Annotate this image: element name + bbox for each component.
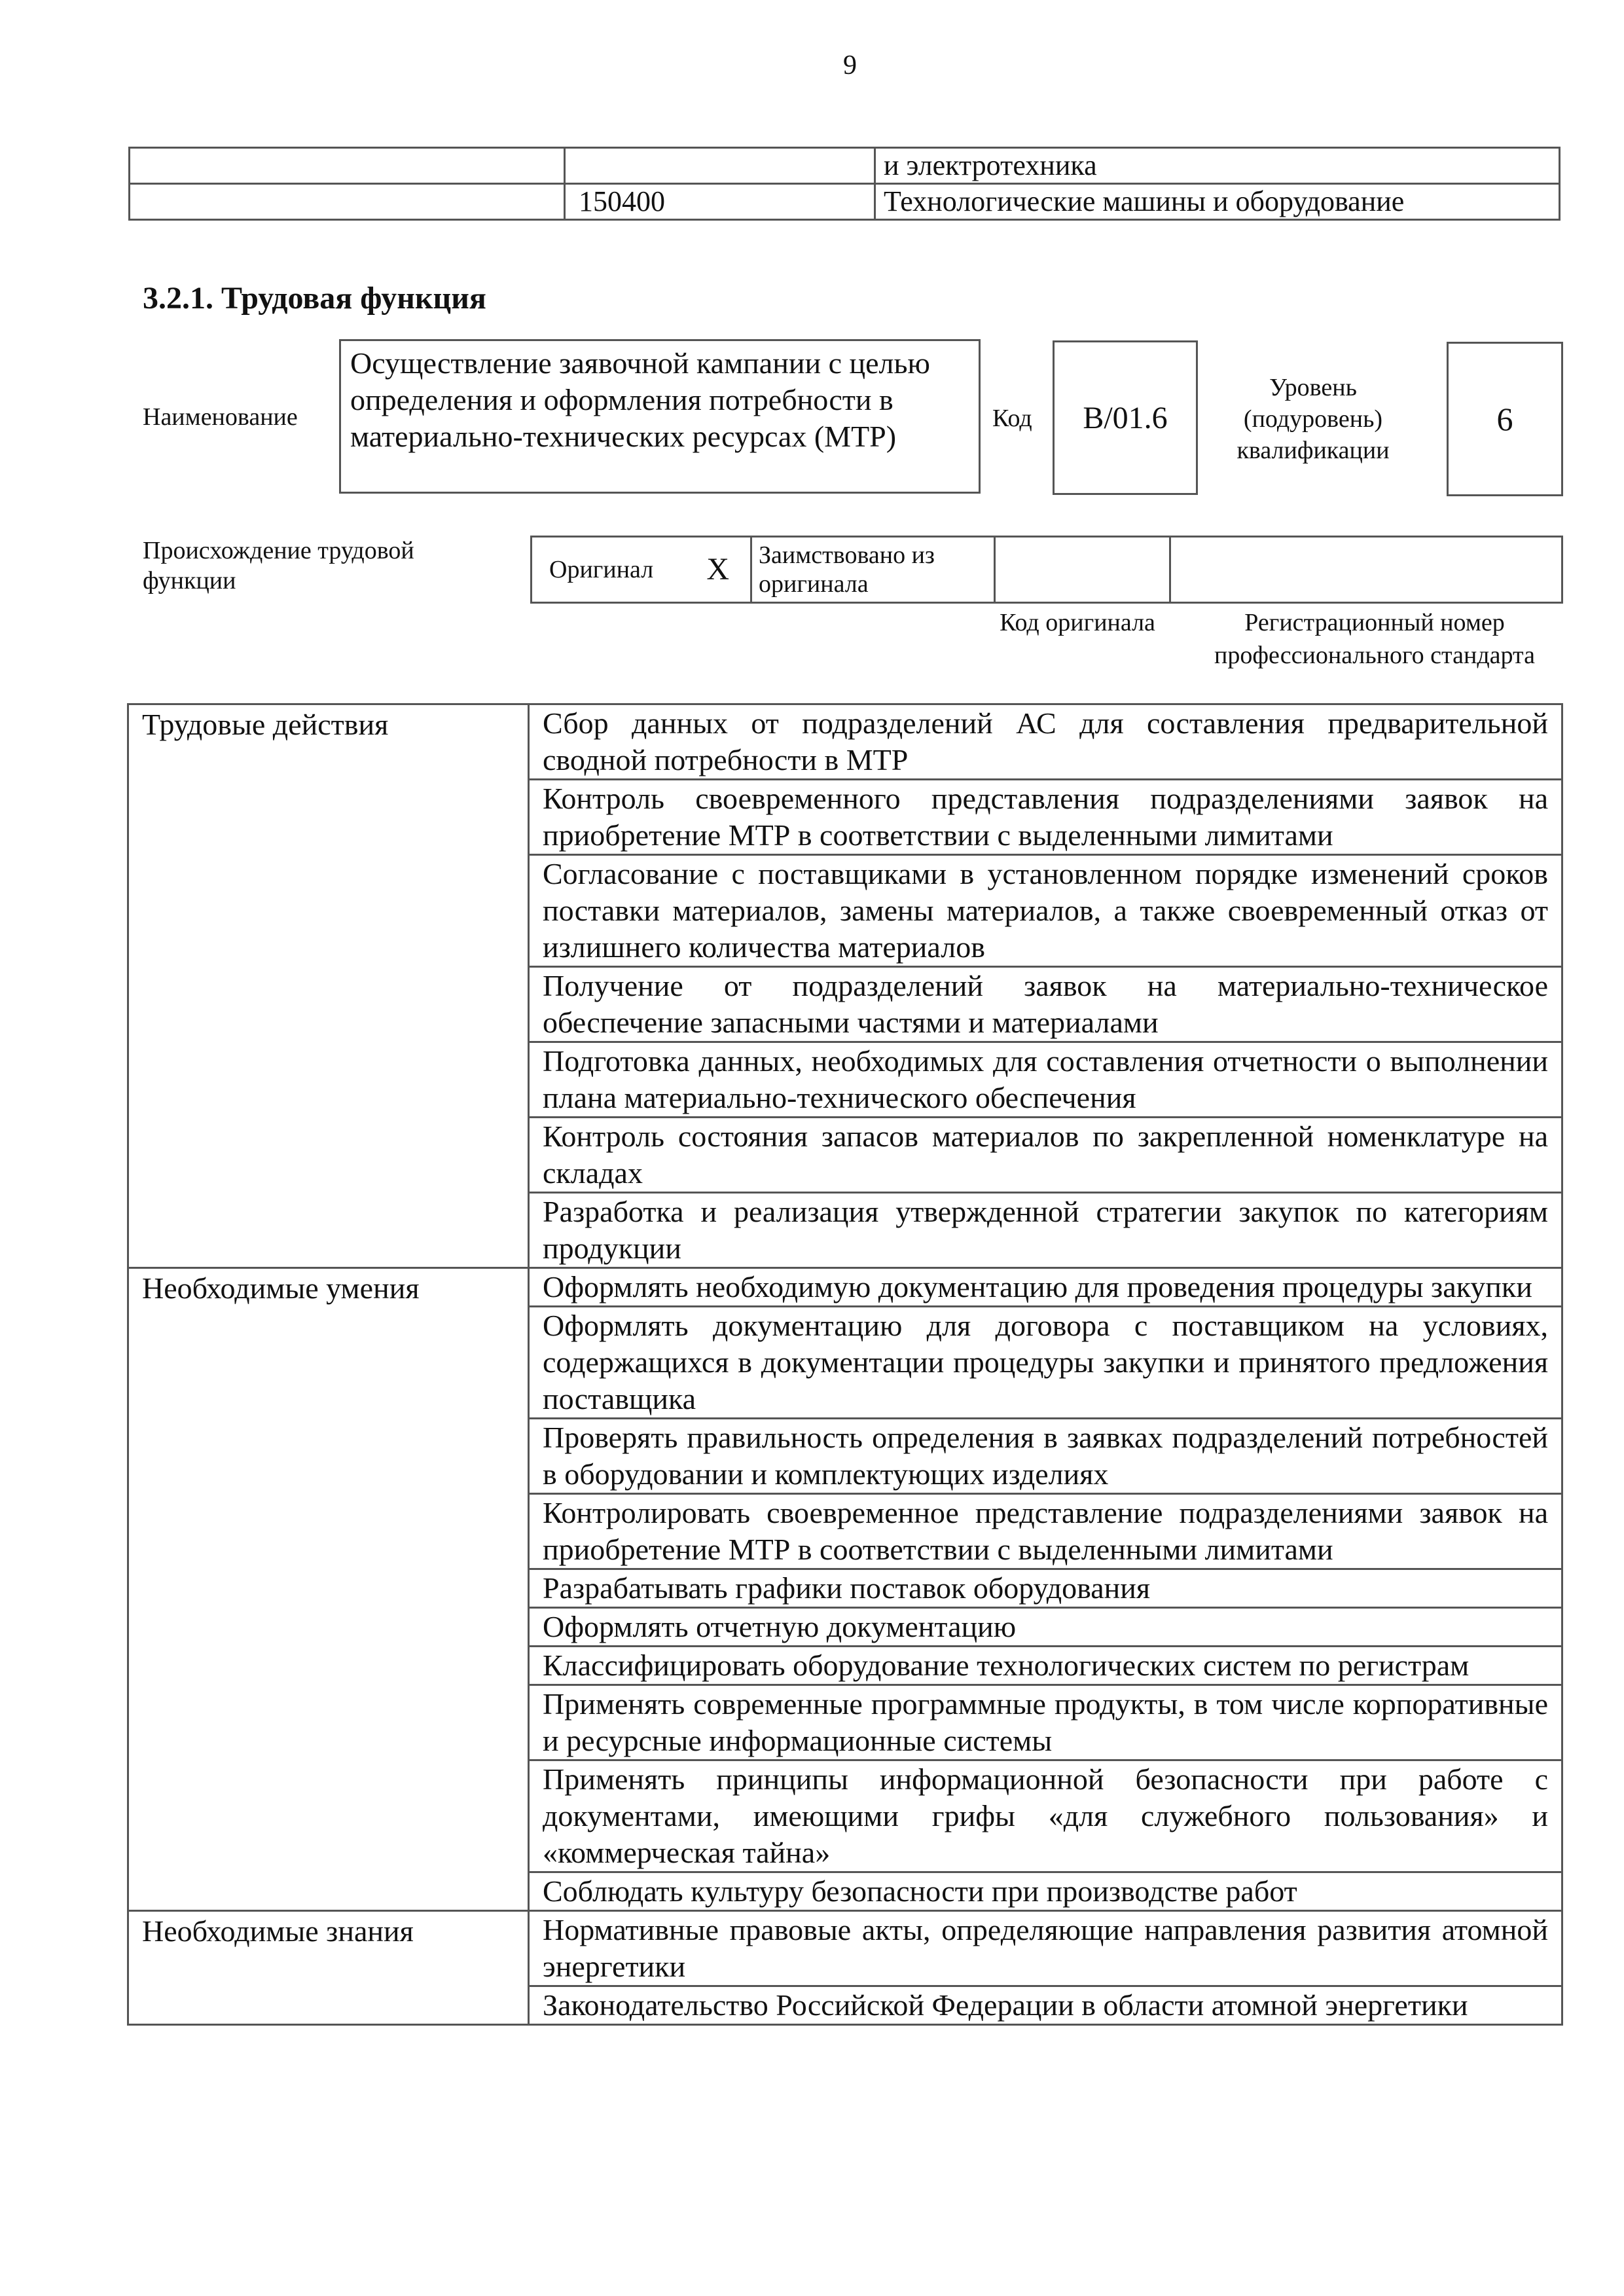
list-item: Соблюдать культуру безопасности при производстве работ bbox=[543, 1874, 1297, 1908]
list-item: Разрабатывать графики поставок оборудования bbox=[530, 1570, 1561, 1609]
labour-actions-label: Трудовые действия bbox=[128, 704, 529, 1268]
table-row bbox=[130, 148, 1560, 184]
function-name-value: Осуществление заявочной кампании с целью определения и оформления потребности в материально-технических ресурсах (МТР) bbox=[339, 339, 981, 494]
borrowed-label: Заимствовано из оригинала bbox=[751, 537, 995, 603]
program-name-cell: Технологические машины и оборудование bbox=[875, 184, 1560, 220]
list-item: Оформлять документацию для договора с поставщиком на условиях, содержащихся в документации процедуры закупки и принятого предложения поставщика bbox=[530, 1307, 1561, 1419]
registration-number-cell bbox=[1170, 537, 1562, 603]
list-item: Получение от подразделений заявок на материально-техническое обеспечение запасными частями и материалами bbox=[530, 968, 1561, 1043]
section-heading: 3.2.1. Трудовая функция bbox=[143, 281, 486, 316]
original-cell-content bbox=[539, 552, 744, 587]
qualification-level-label: Уровень (подуровень) квалификации bbox=[1236, 374, 1390, 464]
required-knowledge-label: Необходимые знания bbox=[128, 1911, 529, 2025]
list-item: Контроль состояния запасов материалов по закрепленной номенклатуре на складах bbox=[530, 1118, 1561, 1194]
original-code-cell bbox=[995, 537, 1170, 603]
page-number: 9 bbox=[843, 50, 857, 81]
function-code-value: В/01.6 bbox=[1053, 340, 1198, 495]
labour-actions-list bbox=[529, 704, 1562, 1268]
list-item: Применять принципы информационной безопасности при работе с документами, имеющими грифы «для служебного пользования» и «коммерческая тайна» bbox=[530, 1761, 1561, 1873]
registration-number-caption: Регистрационный номер профессионального стандарта bbox=[1214, 609, 1535, 669]
original-code-caption: Код оригинала bbox=[1000, 609, 1155, 636]
qualification-table-fragment bbox=[128, 147, 1561, 221]
table-cell bbox=[130, 184, 565, 220]
code-label: Код bbox=[992, 405, 1032, 432]
required-skills-label: Необходимые умения bbox=[128, 1268, 529, 1911]
program-name-cell: и электротехника bbox=[875, 148, 1560, 184]
list-item: Контролировать своевременное представление подразделениями заявок на приобретение МТР в соответствии с выделенными лимитами bbox=[530, 1495, 1561, 1570]
table-cell bbox=[130, 148, 565, 184]
table-row bbox=[532, 537, 1562, 603]
program-code-cell bbox=[565, 148, 875, 184]
table-row bbox=[128, 1268, 1562, 1911]
list-item: Сбор данных от подразделений АС для составления предварительной сводной потребности в МТР bbox=[530, 705, 1561, 780]
original-label: Оригинал bbox=[549, 556, 654, 583]
origin-label: Происхождение трудовой функции bbox=[143, 537, 414, 594]
list-item: Нормативные правовые акты, определяющие направления развития атомной энергетики bbox=[530, 1912, 1561, 1987]
required-knowledge-list bbox=[529, 1911, 1562, 2025]
table-row bbox=[128, 1911, 1562, 2025]
program-code-cell: 150400 bbox=[565, 184, 875, 220]
qualification-level-value: 6 bbox=[1447, 342, 1563, 496]
origin-table bbox=[530, 536, 1563, 604]
list-item: Разработка и реализация утвержденной стратегии закупок по категориям продукции bbox=[543, 1195, 1548, 1265]
list-item: Законодательство Российской Федерации в области атомной энергетики bbox=[543, 1988, 1468, 2022]
list-item: Подготовка данных, необходимых для составления отчетности о выполнении плана материально-технического обеспечения bbox=[530, 1043, 1561, 1118]
name-label: Наименование bbox=[143, 403, 298, 431]
required-skills-list bbox=[529, 1268, 1562, 1911]
list-item: Оформлять необходимую документацию для проведения процедуры закупки bbox=[530, 1269, 1561, 1307]
list-item: Контроль своевременного представления подразделениями заявок на приобретение МТР в соответствии с выделенными лимитами bbox=[530, 780, 1561, 856]
list-item: Согласование с поставщиками в установленном порядке изменений сроков поставки материалов, замены материалов, а также своевременный отказ от излишнего количества материалов bbox=[530, 856, 1561, 968]
table-row bbox=[130, 184, 1560, 220]
list-item: Классифицировать оборудование технологических систем по регистрам bbox=[530, 1647, 1561, 1686]
original-cell bbox=[532, 537, 751, 603]
list-item: Проверять правильность определения в заявках подразделений потребностей в оборудовании и комплектующих изделиях bbox=[530, 1419, 1561, 1495]
requirements-table bbox=[127, 703, 1563, 2026]
table-row bbox=[128, 704, 1562, 1268]
original-mark: X bbox=[706, 552, 729, 587]
list-item: Применять современные программные продукты, в том числе корпоративные и ресурсные информационные системы bbox=[530, 1686, 1561, 1761]
list-item: Оформлять отчетную документацию bbox=[530, 1609, 1561, 1647]
